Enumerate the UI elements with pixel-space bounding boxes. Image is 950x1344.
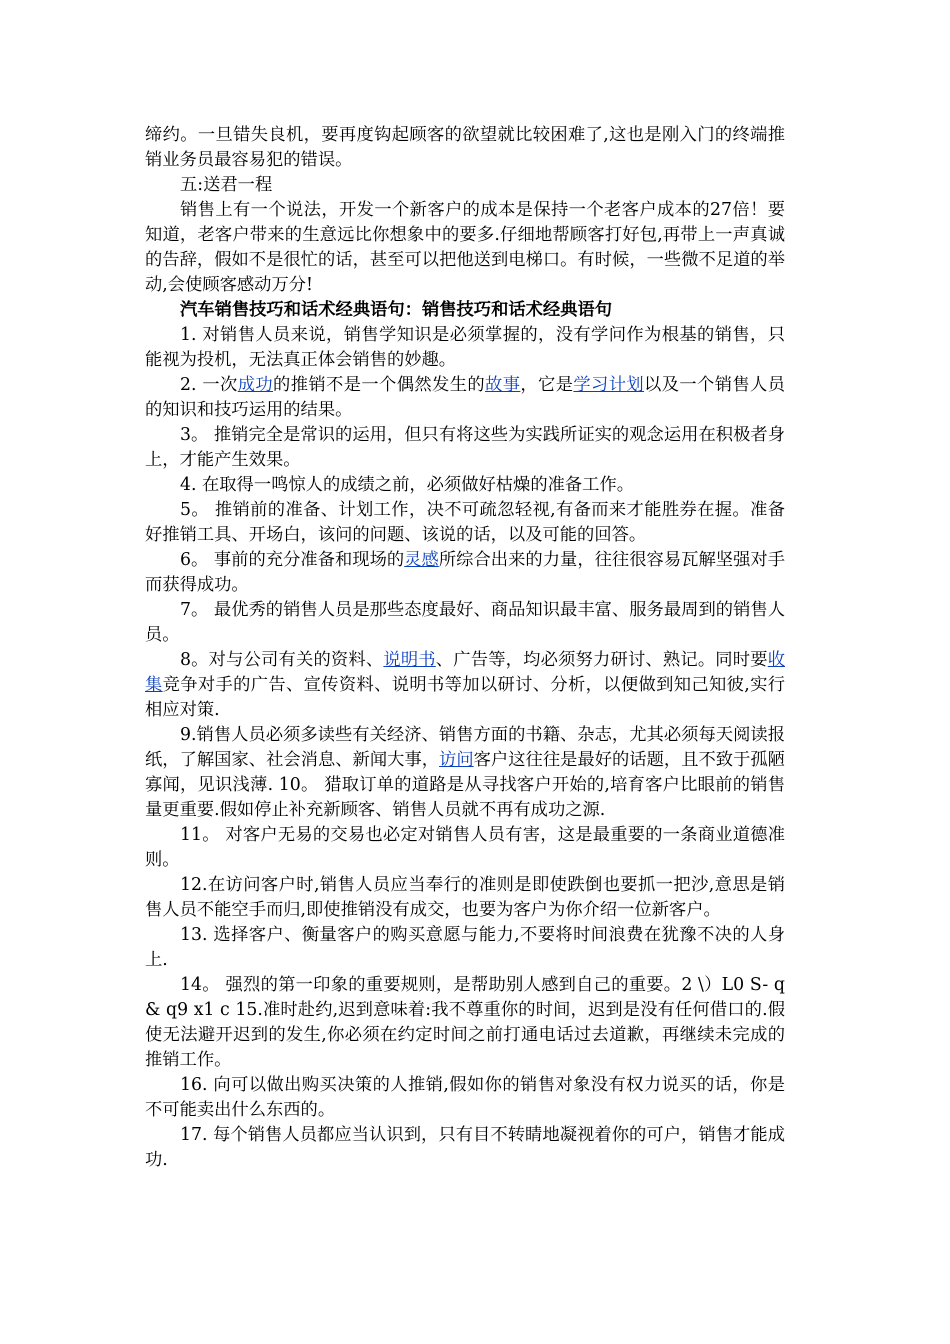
paragraph bbox=[145, 123, 785, 173]
paragraph bbox=[145, 873, 785, 923]
text-span: 汽车销售技巧和话术经典语句：销售技巧和话术经典语句 bbox=[180, 300, 613, 320]
paragraph bbox=[145, 173, 785, 198]
text-span: ，它是 bbox=[520, 375, 574, 395]
text-span: 13. 选择客户、衡量客户的购买意愿与能力,不要将时间浪费在犹豫不决的人身上. bbox=[145, 925, 785, 970]
inline-link[interactable]: 说明书 bbox=[383, 650, 436, 670]
text-span: 12.在访问客户时,销售人员应当奉行的准则是即使跌倒也要抓一把沙,意思是销售人员不能空手而归,即使推销没有成交，也要为客户为你介绍一位新客户。 bbox=[145, 875, 785, 920]
text-span: 8。对与公司有关的资料、 bbox=[180, 650, 384, 670]
paragraph bbox=[145, 598, 785, 648]
paragraph bbox=[145, 648, 785, 723]
text-span: 17. 每个销售人员都应当认识到，只有目不转睛地凝视着你的可户，销售才能成功. bbox=[145, 1125, 785, 1170]
text-span: 6。 事前的充分准备和现场的 bbox=[180, 550, 405, 570]
text-span: 的推销不是一个偶然发生的 bbox=[273, 375, 486, 395]
paragraph bbox=[145, 423, 785, 473]
paragraph bbox=[145, 198, 785, 298]
text-span: 3。 推销完全是常识的运用，但只有将这些为实践所证实的观念运用在积极者身上，才能产生效果。 bbox=[145, 425, 785, 470]
paragraph bbox=[145, 823, 785, 873]
paragraph bbox=[145, 473, 785, 498]
text-span: 5。 推销前的准备、计划工作，决不可疏忽轻视,有备而来才能胜券在握。准备好推销工具、开场白，该问的问题、该说的话，以及可能的回答。 bbox=[145, 500, 785, 545]
inline-link[interactable]: 学习计划 bbox=[573, 375, 645, 395]
inline-link[interactable]: 故事 bbox=[485, 375, 521, 395]
text-span: 销售上有一个说法，开发一个新客户的成本是保持一个老客户成本的27倍！要知道，老客户带来的生意远比你想象中的要多.仔细地帮顾客打好包,再带上一声真诚的告辞，假如不是很忙的话，甚至可以把他送到电梯口。有时候，一些微不足道的举动,会使顾客感动万分! bbox=[145, 200, 785, 295]
inline-link[interactable]: 成功 bbox=[237, 375, 274, 395]
paragraph bbox=[145, 373, 785, 423]
document-body bbox=[145, 123, 785, 1173]
text-span: 竞争对手的广告、宣传资料、说明书等加以研讨、分析，以便做到知己知彼,实行相应对策. bbox=[145, 675, 785, 720]
text-span: 缔约。一旦错失良机，要再度钩起顾客的欲望就比较困难了,这也是刚入门的终端推销业务员最容易犯的错误。 bbox=[145, 125, 785, 170]
paragraph bbox=[145, 498, 785, 548]
inline-link[interactable]: 灵感 bbox=[404, 550, 439, 570]
text-span: 、广告等，均必须努力研讨、熟记。同时要 bbox=[435, 650, 768, 670]
paragraph bbox=[145, 923, 785, 973]
text-span: 所综合出来的力量，往往很容易瓦解坚强对手而获得成功。 bbox=[145, 550, 785, 595]
text-span: 16. 向可以做出购买决策的人推销,假如你的销售对象没有权力说买的话，你是不可能卖出什么东西的。 bbox=[145, 1075, 785, 1120]
section-heading bbox=[145, 298, 785, 323]
paragraph bbox=[145, 548, 785, 598]
text-span: 以及一个销售人员的知识和技巧运用的结果。 bbox=[145, 375, 785, 420]
paragraph bbox=[145, 323, 785, 373]
paragraph bbox=[145, 1123, 785, 1173]
paragraph bbox=[145, 1073, 785, 1123]
text-span: 11。 对客户无易的交易也必定对销售人员有害，这是最重要的一条商业道德准则。 bbox=[145, 825, 785, 870]
inline-link[interactable]: 访问 bbox=[439, 750, 474, 770]
text-span: 1. 对销售人员来说，销售学知识是必须掌握的，没有学问作为根基的销售，只能视为投机，无法真正体会销售的妙趣。 bbox=[145, 325, 785, 370]
text-span: 4. 在取得一鸣惊人的成绩之前，必须做好枯燥的准备工作。 bbox=[180, 475, 635, 495]
paragraph bbox=[145, 723, 785, 823]
text-span: 五:送君一程 bbox=[180, 175, 273, 195]
text-span: 2. 一次 bbox=[180, 375, 238, 395]
text-span: 9.销售人员必须多读些有关经济、销售方面的书籍、杂志，尤其必须每天阅读报纸，了解国家、社会消息、新闻大事， bbox=[145, 725, 785, 770]
text-span: 14。 强烈的第一印象的重要规则，是帮助别人感到自己的重要。2 \）L0 S- q& q9 x1 c 15.准时赴约,迟到意味着:我不尊重你的时间，迟到是没有任何借口的.假使无法避开迟到的发生,你必须在约定时间之前打通电话过去道歉，再继续未完成的推销工作。 bbox=[145, 975, 785, 1070]
inline-link[interactable]: 收集 bbox=[145, 650, 785, 695]
text-span: 7。 最优秀的销售人员是那些态度最好、商品知识最丰富、服务最周到的销售人员。 bbox=[145, 600, 785, 645]
paragraph bbox=[145, 973, 785, 1073]
text-span: 客户这往往是最好的话题，且不致于孤陋寡闻，见识浅薄. 10。 猎取订单的道路是从寻找客户开始的,培育客户比眼前的销售量更重要.假如停止补充新顾客、销售人员就不再有成功之源. bbox=[145, 750, 785, 820]
